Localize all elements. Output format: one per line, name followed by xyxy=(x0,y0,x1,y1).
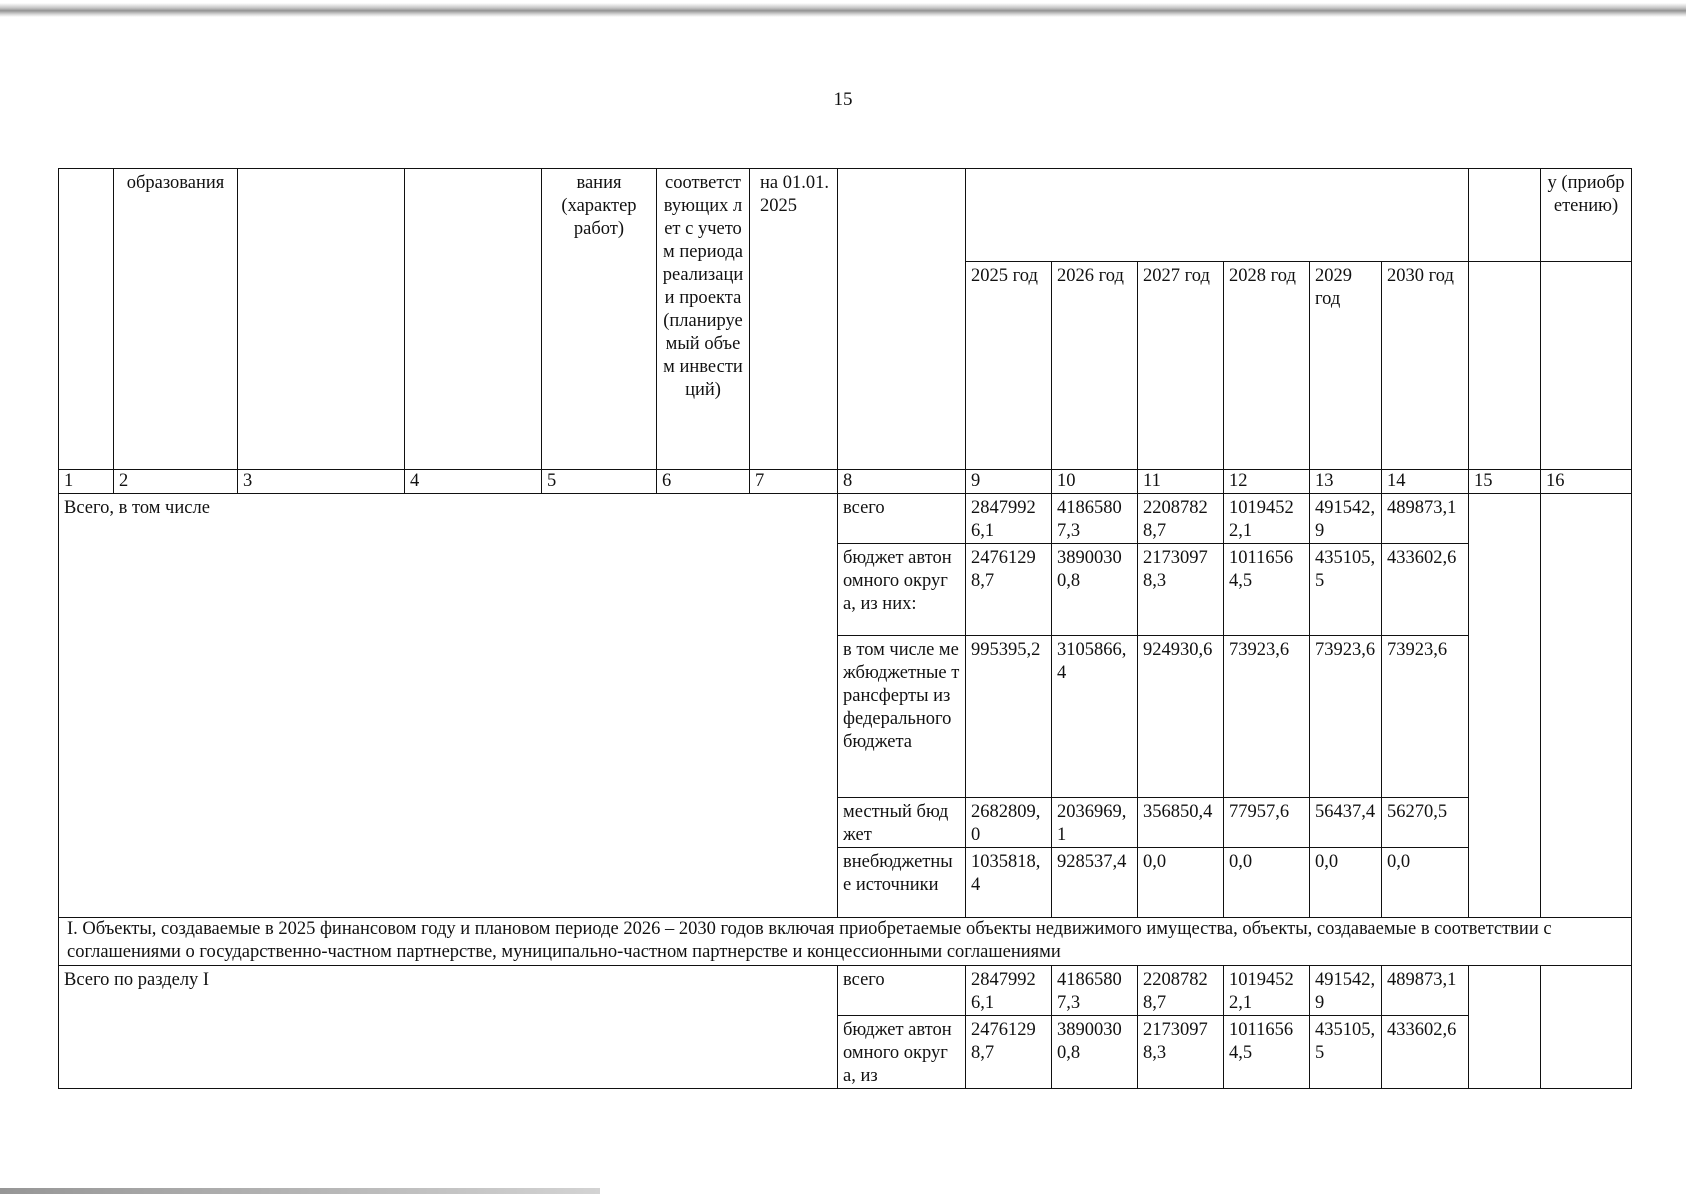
source-cell: всего xyxy=(838,494,966,544)
header-cell-16b xyxy=(1541,262,1632,470)
col-num-3: 3 xyxy=(238,470,405,494)
header-cell-1 xyxy=(59,169,114,470)
value-cell: 489873,1 xyxy=(1382,494,1469,544)
scan-edge-bottom xyxy=(0,1188,600,1194)
header-row-top xyxy=(59,169,1632,262)
value-cell: 491542,9 xyxy=(1310,966,1382,1016)
value-cell: 28479926,1 xyxy=(966,966,1052,1016)
col-num-5: 5 xyxy=(542,470,657,494)
total-label: Всего, в том числе xyxy=(59,494,838,918)
value-cell: 41865807,3 xyxy=(1052,966,1138,1016)
header-cell-4 xyxy=(405,169,542,470)
value-cell: 0,0 xyxy=(1382,848,1469,918)
value-cell: 56437,4 xyxy=(1310,798,1382,848)
value-cell: 21730978,3 xyxy=(1138,1016,1224,1089)
empty-cell-16 xyxy=(1541,966,1632,1089)
col-num-1: 1 xyxy=(59,470,114,494)
value-cell: 38900300,8 xyxy=(1052,1016,1138,1089)
section-title: I. Объекты, создаваемые в 2025 финансовом году и плановом периоде 2026 – 2030 годов включая приобретаемые объекты недвижимого имущества, объекты, создаваемые в соответствии с соглашениями о государственно-частном партнерстве, муниципально-частном партнерстве и концессионными соглашениями xyxy=(59,918,1632,966)
source-cell: бюджет автономного округа, из них: xyxy=(838,544,966,636)
year-2028: 2028 год xyxy=(1224,262,1310,470)
year-2030: 2030 год xyxy=(1382,262,1469,470)
value-cell: 22087828,7 xyxy=(1138,966,1224,1016)
value-cell: 22087828,7 xyxy=(1138,494,1224,544)
source-cell: в том числе межбюджетные трансферты из федерального бюджета xyxy=(838,636,966,798)
value-cell: 73923,6 xyxy=(1310,636,1382,798)
value-cell: 435105,5 xyxy=(1310,1016,1382,1089)
col-num-16: 16 xyxy=(1541,470,1632,494)
col-num-4: 4 xyxy=(405,470,542,494)
value-cell: 21730978,3 xyxy=(1138,544,1224,636)
section-total-label: Всего по разделу I xyxy=(59,966,838,1089)
value-cell: 10194522,1 xyxy=(1224,494,1310,544)
value-cell: 924930,6 xyxy=(1138,636,1224,798)
value-cell: 356850,4 xyxy=(1138,798,1224,848)
value-cell: 435105,5 xyxy=(1310,544,1382,636)
value-cell: 10116564,5 xyxy=(1224,544,1310,636)
col-num-2: 2 xyxy=(114,470,238,494)
value-cell: 489873,1 xyxy=(1382,966,1469,1016)
value-cell: 2036969,1 xyxy=(1052,798,1138,848)
value-cell: 24761298,7 xyxy=(966,1016,1052,1089)
header-cell-5: вания (характер работ) xyxy=(542,169,657,470)
value-cell: 0,0 xyxy=(1310,848,1382,918)
header-cell-years-group xyxy=(966,169,1469,262)
col-num-11: 11 xyxy=(1138,470,1224,494)
value-cell: 1035818,4 xyxy=(966,848,1052,918)
header-cell-15 xyxy=(1469,169,1541,262)
header-cell-8 xyxy=(838,169,966,470)
value-cell: 433602,6 xyxy=(1382,544,1469,636)
section-row xyxy=(59,918,1632,966)
total-row-all xyxy=(59,494,1632,544)
source-cell: бюджет автономного округа, из xyxy=(838,1016,966,1089)
header-cell-3 xyxy=(238,169,405,470)
year-2029: 2029 год xyxy=(1310,262,1382,470)
value-cell: 433602,6 xyxy=(1382,1016,1469,1089)
value-cell: 2682809,0 xyxy=(966,798,1052,848)
year-2026: 2026 год xyxy=(1052,262,1138,470)
value-cell: 3105866,4 xyxy=(1052,636,1138,798)
col-num-14: 14 xyxy=(1382,470,1469,494)
value-cell: 928537,4 xyxy=(1052,848,1138,918)
col-num-6: 6 xyxy=(657,470,750,494)
value-cell: 491542,9 xyxy=(1310,494,1382,544)
column-number-row xyxy=(59,470,1632,494)
header-cell-6: соответствующих лет с учетом периода реализации проекта (планируемый объем инвестиций) xyxy=(657,169,750,470)
header-cell-7: на 01.01. 2025 xyxy=(750,169,838,470)
empty-cell-15 xyxy=(1469,494,1541,918)
value-cell: 10194522,1 xyxy=(1224,966,1310,1016)
value-cell: 38900300,8 xyxy=(1052,544,1138,636)
value-cell: 56270,5 xyxy=(1382,798,1469,848)
value-cell: 41865807,3 xyxy=(1052,494,1138,544)
scan-edge-top xyxy=(0,3,1686,17)
section-row-all xyxy=(59,966,1632,1016)
col-num-8: 8 xyxy=(838,470,966,494)
source-cell: внебюджетные источники xyxy=(838,848,966,918)
investment-table xyxy=(58,168,1632,1089)
value-cell: 995395,2 xyxy=(966,636,1052,798)
col-num-13: 13 xyxy=(1310,470,1382,494)
header-cell-16: у (приобретению) xyxy=(1541,169,1632,262)
col-num-9: 9 xyxy=(966,470,1052,494)
value-cell: 28479926,1 xyxy=(966,494,1052,544)
value-cell: 10116564,5 xyxy=(1224,1016,1310,1089)
value-cell: 24761298,7 xyxy=(966,544,1052,636)
year-2025: 2025 год xyxy=(966,262,1052,470)
value-cell: 0,0 xyxy=(1224,848,1310,918)
col-num-10: 10 xyxy=(1052,470,1138,494)
year-2027: 2027 год xyxy=(1138,262,1224,470)
value-cell: 73923,6 xyxy=(1382,636,1469,798)
col-num-7: 7 xyxy=(750,470,838,494)
page-number: 15 xyxy=(833,89,853,110)
header-cell-15b xyxy=(1469,262,1541,470)
empty-cell-15 xyxy=(1469,966,1541,1089)
value-cell: 0,0 xyxy=(1138,848,1224,918)
header-cell-2: образования xyxy=(114,169,238,470)
empty-cell-16 xyxy=(1541,494,1632,918)
source-cell: всего xyxy=(838,966,966,1016)
source-cell: местный бюджет xyxy=(838,798,966,848)
value-cell: 77957,6 xyxy=(1224,798,1310,848)
value-cell: 73923,6 xyxy=(1224,636,1310,798)
col-num-15: 15 xyxy=(1469,470,1541,494)
col-num-12: 12 xyxy=(1224,470,1310,494)
